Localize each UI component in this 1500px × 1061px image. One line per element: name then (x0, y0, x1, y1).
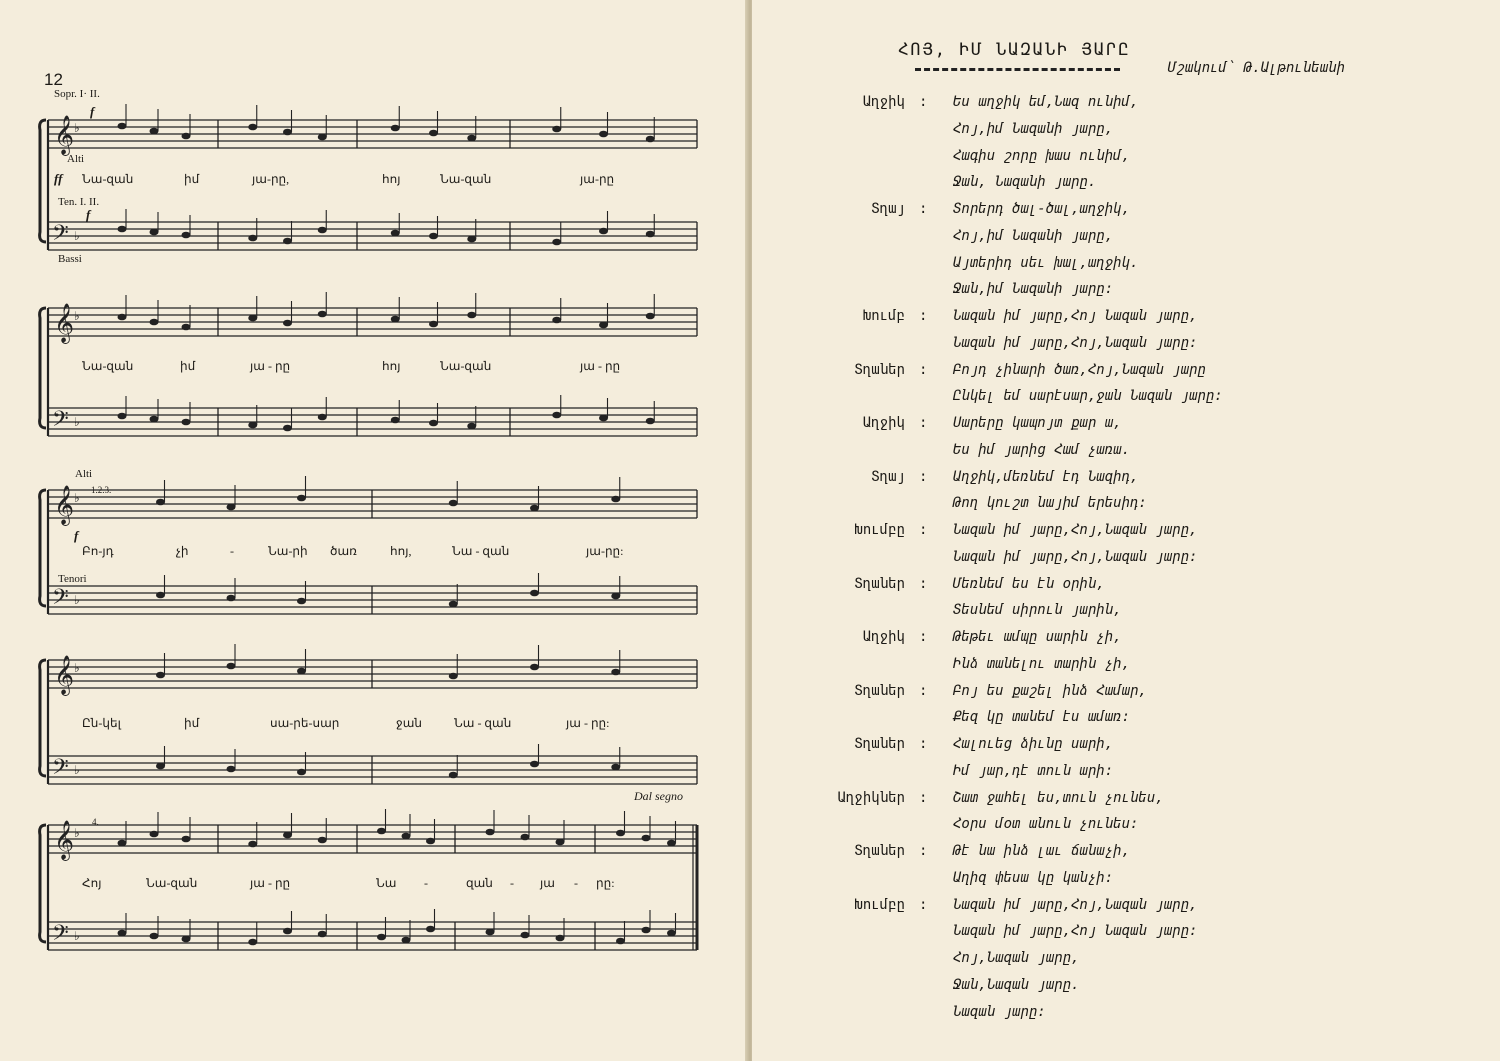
bass-clef: 𝄢 (52, 407, 69, 437)
separator: : (919, 468, 928, 485)
singer-label: Աղջիկ (862, 629, 905, 645)
lyric: - (574, 876, 578, 890)
lyrics-line (825, 709, 1465, 736)
system-brace (40, 825, 46, 942)
lyric: Նա-զան (82, 359, 134, 373)
lyrics-line (825, 870, 1465, 897)
note-head (646, 313, 655, 320)
note-head (248, 315, 257, 322)
tenor-label-2: Tenori (58, 573, 87, 585)
lyric-text: Նազան իմ յարը,Հոյ,Նազան յարը: (953, 334, 1198, 351)
note-head (556, 935, 565, 942)
note-head (297, 668, 306, 675)
lyrics-line (825, 388, 1465, 415)
note-head (297, 598, 306, 605)
lyric: - (230, 544, 234, 558)
lyric-text: Քեզ կը տանեմ էս ամառ: (953, 709, 1131, 726)
lyric-text: Շատ ջահել ես,տուն չունես, (953, 789, 1164, 806)
lyrics-line (825, 763, 1465, 790)
lyric-text: Նազան իմ յարը,Հոյ,Նազան յարը: (953, 548, 1198, 565)
note-head (646, 136, 655, 143)
bass-clef: 𝄢 (52, 921, 69, 951)
lyrics-block (825, 94, 1465, 1030)
note-head (521, 834, 530, 841)
lyric-text: Սարերը կապոյտ քար ա, (953, 415, 1122, 431)
arranger-credit: Մշակում՝ Թ.Ալթունեանի (1168, 60, 1346, 76)
separator: : (919, 308, 928, 324)
lyric: Նա-զան (440, 359, 492, 373)
lyric: Բո-յդ (82, 544, 114, 558)
separator: : (919, 682, 928, 699)
singer-label: Խումբը (854, 896, 905, 913)
note-head (521, 932, 530, 939)
key-signature: ♭ (74, 491, 80, 505)
lyric: յա - րը (580, 359, 621, 373)
lyric-text: Աղջիկ,մեռնեմ էդ Նազիդ, (953, 468, 1139, 485)
note-head (156, 592, 165, 599)
system-brace (40, 660, 46, 776)
note-head (150, 416, 159, 423)
note-head (552, 317, 561, 324)
lyric-text: Բոյ ես քաշել ինձ Համար, (953, 682, 1147, 699)
note-head (467, 312, 476, 319)
treble-clef: 𝄞 (54, 820, 75, 860)
lyrics-line (825, 897, 1465, 924)
singer-label: Տղաներ (854, 682, 905, 699)
lyrics-line (825, 843, 1465, 870)
page-number: 12 (44, 70, 63, 89)
lyric: Նա - զան (454, 716, 512, 730)
lyric-text: Ես աղջիկ եմ,Նազ ունիմ, (953, 94, 1139, 110)
lyric-text: Թող կուշտ նայիմ երեսիդ: (953, 495, 1147, 512)
key-signature: ♭ (74, 661, 80, 675)
note-head (642, 927, 651, 934)
system-brace (40, 120, 46, 242)
lyric-text: Նազան իմ յարը,Հոյ Նազան յարը, (953, 308, 1198, 324)
singer-label: Տղաներ (854, 843, 905, 859)
note-head (611, 764, 620, 771)
lyrics-line (825, 602, 1465, 629)
note-head (318, 134, 327, 141)
note-head (642, 835, 651, 842)
note-head (467, 135, 476, 142)
note-head (426, 838, 435, 845)
lyric-text: Ջան, Նազանի յարը. (953, 174, 1097, 191)
note-head (118, 930, 127, 937)
lyric-text: Հօրս մօտ անուն չունես: (953, 816, 1139, 833)
bass-label: Bassi (58, 253, 82, 265)
note-head (297, 769, 306, 776)
lyric-text: Հոյ,իմ Նազանի յարը, (953, 120, 1114, 137)
lyrics-line (825, 790, 1465, 817)
key-signature: ♭ (74, 309, 80, 323)
note-head (530, 505, 539, 512)
note-head (150, 128, 159, 135)
lyric-text: Թէ նա ինձ լաւ ճանաչի, (953, 843, 1131, 859)
lyric: Նա-րի (268, 544, 308, 558)
volta-bracket-label: 1.2.3. (91, 485, 112, 495)
bass-clef: 𝄢 (52, 755, 69, 785)
note-head (156, 499, 165, 506)
key-signature: ♭ (74, 826, 80, 840)
lyrics-line (825, 576, 1465, 603)
note-head (118, 123, 127, 130)
dynamic-mark: f (90, 104, 95, 119)
lyric: յա-րը: (586, 544, 624, 558)
lyrics-line (825, 816, 1465, 843)
note-head (182, 419, 191, 426)
singer-label: Տղայ (871, 468, 905, 485)
lyric: իմ (184, 716, 200, 730)
lyrics-line (825, 148, 1465, 175)
note-head (611, 496, 620, 503)
note-head (611, 593, 620, 600)
lyric-text: Իմ յար,դէ տուն արի: (953, 762, 1114, 779)
lyric: յա (540, 876, 555, 890)
lyrics-line (825, 977, 1465, 1004)
note-head (182, 836, 191, 843)
lyric: իմ (184, 172, 200, 186)
separator: : (919, 896, 928, 913)
lyrics-line (825, 121, 1465, 148)
lyric-text: Հագիս շորը խաս ունիմ, (953, 147, 1131, 164)
note-head (486, 929, 495, 936)
lyrics-line (825, 549, 1465, 576)
note-head (530, 590, 539, 597)
note-head (552, 126, 561, 133)
note-head (182, 133, 191, 140)
note-head (318, 227, 327, 234)
note-head (467, 423, 476, 430)
system-brace (40, 490, 46, 606)
lyrics-line (825, 415, 1465, 442)
lyric-text: Տորերդ ծալ-ծալ,աղջիկ, (953, 201, 1131, 217)
lyric: - (510, 876, 514, 890)
lyrics-line (825, 950, 1465, 977)
lyric: Հոյ (82, 876, 102, 890)
note-head (227, 663, 236, 670)
note-head (449, 673, 458, 680)
note-head (616, 830, 625, 837)
note-head (283, 238, 292, 245)
separator: : (919, 201, 928, 217)
lyric-text: Թեթեւ ամպը սարին չի, (953, 629, 1122, 645)
note-head (150, 831, 159, 838)
title-underline (915, 68, 1120, 71)
separator: : (919, 361, 928, 378)
lyrics-line (825, 1004, 1465, 1031)
left-page-score (0, 0, 748, 1061)
note-head (646, 231, 655, 238)
singer-label: Տղայ (871, 201, 905, 217)
note-head (227, 766, 236, 773)
note-head (426, 926, 435, 933)
note-head (156, 672, 165, 679)
note-head (429, 420, 438, 427)
lyrics-line (825, 629, 1465, 656)
note-head (402, 937, 411, 944)
lyric: Նա-զան (440, 172, 492, 186)
note-head (182, 936, 191, 943)
lyric-text: Հոյ,Նազան յարը, (953, 950, 1080, 966)
singer-label: Խումբը (854, 522, 905, 538)
note-head (667, 930, 676, 937)
lyrics-line (825, 469, 1465, 496)
note-head (118, 413, 127, 420)
lyric: - (424, 876, 428, 890)
note-head (248, 422, 257, 429)
lyric: յա - րը (250, 359, 291, 373)
alto-label: Alti (67, 153, 85, 165)
treble-clef: 𝄞 (54, 303, 75, 343)
treble-clef: 𝄞 (54, 115, 75, 155)
note-head (611, 669, 620, 676)
lyric: ջան (396, 716, 423, 730)
lyrics-line (825, 362, 1465, 389)
key-signature: ♭ (74, 593, 80, 607)
treble-clef: 𝄞 (54, 655, 75, 695)
singer-label: Տղաներ (854, 736, 905, 752)
lyric: Նա (376, 876, 397, 890)
note-head (599, 322, 608, 329)
lyrics-line (825, 442, 1465, 469)
note-head (429, 130, 438, 137)
note-head (156, 763, 165, 770)
lyric: ծառ (330, 544, 357, 558)
lyric: իմ (180, 359, 196, 373)
note-head (552, 239, 561, 246)
lyrics-line (825, 736, 1465, 763)
lyrics-line (825, 683, 1465, 710)
lyrics-line (825, 522, 1465, 549)
lyric-text: Ջան,Նազան յարը. (953, 976, 1080, 993)
lyrics-line (825, 94, 1465, 121)
lyric-text: Նազան յարը: (953, 1003, 1046, 1020)
lyrics-line (825, 923, 1465, 950)
note-head (150, 229, 159, 236)
lyric-text: Ես իմ յարից Համ չառա. (953, 441, 1131, 458)
singer-label: Տղաներ (854, 575, 905, 592)
lyric-text: Նազան իմ յարը,Հոյ,Նազան յարը, (953, 522, 1198, 538)
bass-clef: 𝄢 (52, 585, 69, 615)
lyrics-line (825, 255, 1465, 282)
lyrics-line (825, 308, 1465, 335)
note-head (283, 425, 292, 432)
ending-label: 4. (92, 817, 99, 827)
note-head (248, 124, 257, 131)
note-head (182, 324, 191, 331)
note-head (599, 131, 608, 138)
note-head (227, 595, 236, 602)
lyrics-line (825, 656, 1465, 683)
separator: : (919, 843, 928, 859)
note-head (530, 664, 539, 671)
singer-label: Աղջիկ (862, 415, 905, 431)
dal-segno-mark: Dal segno (634, 789, 683, 803)
lyric: յա - րը (250, 876, 291, 890)
note-head (667, 840, 676, 847)
key-signature: ♭ (74, 415, 80, 429)
lyric-text: Ջան,իմ Նազանի յարը: (953, 281, 1114, 298)
separator: : (919, 94, 928, 110)
note-head (377, 828, 386, 835)
lyric-text: Հոյ,իմ Նազանի յարը, (953, 227, 1114, 244)
lyric-text: Հալուեց ձիւնը սարի, (953, 736, 1114, 752)
lyrics-line (825, 281, 1465, 308)
dynamic-mark: f (74, 528, 79, 543)
lyrics-line (825, 201, 1465, 228)
note-head (227, 504, 236, 511)
note-head (391, 230, 400, 237)
lyric: հոյ, (390, 544, 412, 558)
note-head (283, 832, 292, 839)
bass-clef: 𝄢 (52, 221, 69, 251)
lyric: յա-րը, (252, 172, 290, 186)
key-signature: ♭ (74, 229, 80, 243)
music-score (0, 0, 748, 1061)
note-head (429, 233, 438, 240)
note-head (391, 125, 400, 132)
dynamic-mark: f (86, 207, 91, 222)
treble-clef: 𝄞 (54, 485, 75, 525)
lyrics-line (825, 335, 1465, 362)
separator: : (919, 736, 928, 752)
note-head (118, 226, 127, 233)
separator: : (919, 629, 928, 645)
note-head (467, 236, 476, 243)
note-head (486, 829, 495, 836)
note-head (283, 928, 292, 935)
lyrics-line (825, 495, 1465, 522)
song-title: ՀՈՅ, ԻՄ ՆԱԶԱՆԻ ՅԱՐԸ (898, 40, 1131, 60)
note-head (449, 500, 458, 507)
note-head (248, 235, 257, 242)
note-head (150, 319, 159, 326)
note-head (552, 412, 561, 419)
lyric-text: Այտերիդ սեւ խալ,աղջիկ. (953, 254, 1139, 271)
separator: : (919, 575, 928, 592)
lyric: Նա - զան (452, 544, 510, 558)
lyric: զան (466, 876, 493, 890)
note-head (318, 414, 327, 421)
key-signature: ♭ (74, 929, 80, 943)
lyrics-line (825, 228, 1465, 255)
separator: : (919, 789, 928, 806)
note-head (599, 415, 608, 422)
singer-label: Տղաներ (854, 361, 905, 378)
note-head (318, 931, 327, 938)
note-head (616, 938, 625, 945)
lyric-text: Ինձ տանելու տարին չի, (953, 655, 1131, 672)
note-head (248, 841, 257, 848)
note-head (449, 601, 458, 608)
lyric: հոյ (382, 359, 401, 373)
separator: : (919, 415, 928, 431)
note-head (118, 840, 127, 847)
lyric: չի (176, 544, 189, 558)
note-head (449, 772, 458, 779)
lyric-text: Նազան իմ յարը,Հոյ,Նազան յարը, (953, 896, 1198, 913)
note-head (182, 232, 191, 239)
singer-label: Խումբ (862, 308, 905, 324)
note-head (150, 933, 159, 940)
lyric-text: Աղիզ փեսա կը կանչի: (953, 869, 1114, 886)
note-head (283, 320, 292, 327)
lyric: Ըն-կել (82, 716, 121, 730)
note-head (391, 417, 400, 424)
lyric-text: Ընկել եմ սարէսար,ջան Նազան յարը: (953, 388, 1223, 405)
note-head (402, 833, 411, 840)
lyric: Նա-զան (146, 876, 198, 890)
note-head (248, 939, 257, 946)
note-head (318, 837, 327, 844)
lyric: յա-րը (580, 172, 615, 186)
note-head (318, 311, 327, 318)
lyric: Նա-զան (82, 172, 134, 186)
system-brace (40, 308, 46, 428)
note-head (429, 321, 438, 328)
lyric-text: Բոյդ չինարի ծառ,Հոյ,Նազան յարը (953, 361, 1206, 378)
lyric: յա - րը: (566, 716, 610, 730)
lyric: սա-րե-սար (270, 716, 340, 730)
lyric: րը: (596, 876, 615, 890)
note-head (530, 761, 539, 768)
note-head (391, 316, 400, 323)
note-head (599, 228, 608, 235)
lyric-text: Նազան իմ յարը,Հոյ Նազան յարը: (953, 923, 1198, 940)
note-head (556, 839, 565, 846)
lyric-text: Մեռնեմ ես էն օրին, (953, 575, 1105, 592)
soprano-label: Sopr. I· II. (54, 88, 100, 100)
key-signature: ♭ (74, 763, 80, 777)
note-head (646, 418, 655, 425)
singer-label: Աղջիկներ (837, 789, 905, 806)
alto-label-2: Alti (75, 468, 93, 480)
separator: : (919, 522, 928, 538)
note-head (377, 934, 386, 941)
lyric-text: Տեսնեմ սիրուն յարին, (953, 602, 1122, 619)
tenor-label: Ten. I. II. (58, 196, 100, 208)
dynamic-mark: ff (54, 171, 63, 186)
note-head (283, 129, 292, 136)
singer-label: Աղջիկ (862, 94, 905, 110)
note-head (297, 495, 306, 502)
note-head (118, 314, 127, 321)
key-signature: ♭ (74, 121, 80, 135)
lyrics-line (825, 174, 1465, 201)
lyric: հոյ (382, 172, 401, 186)
